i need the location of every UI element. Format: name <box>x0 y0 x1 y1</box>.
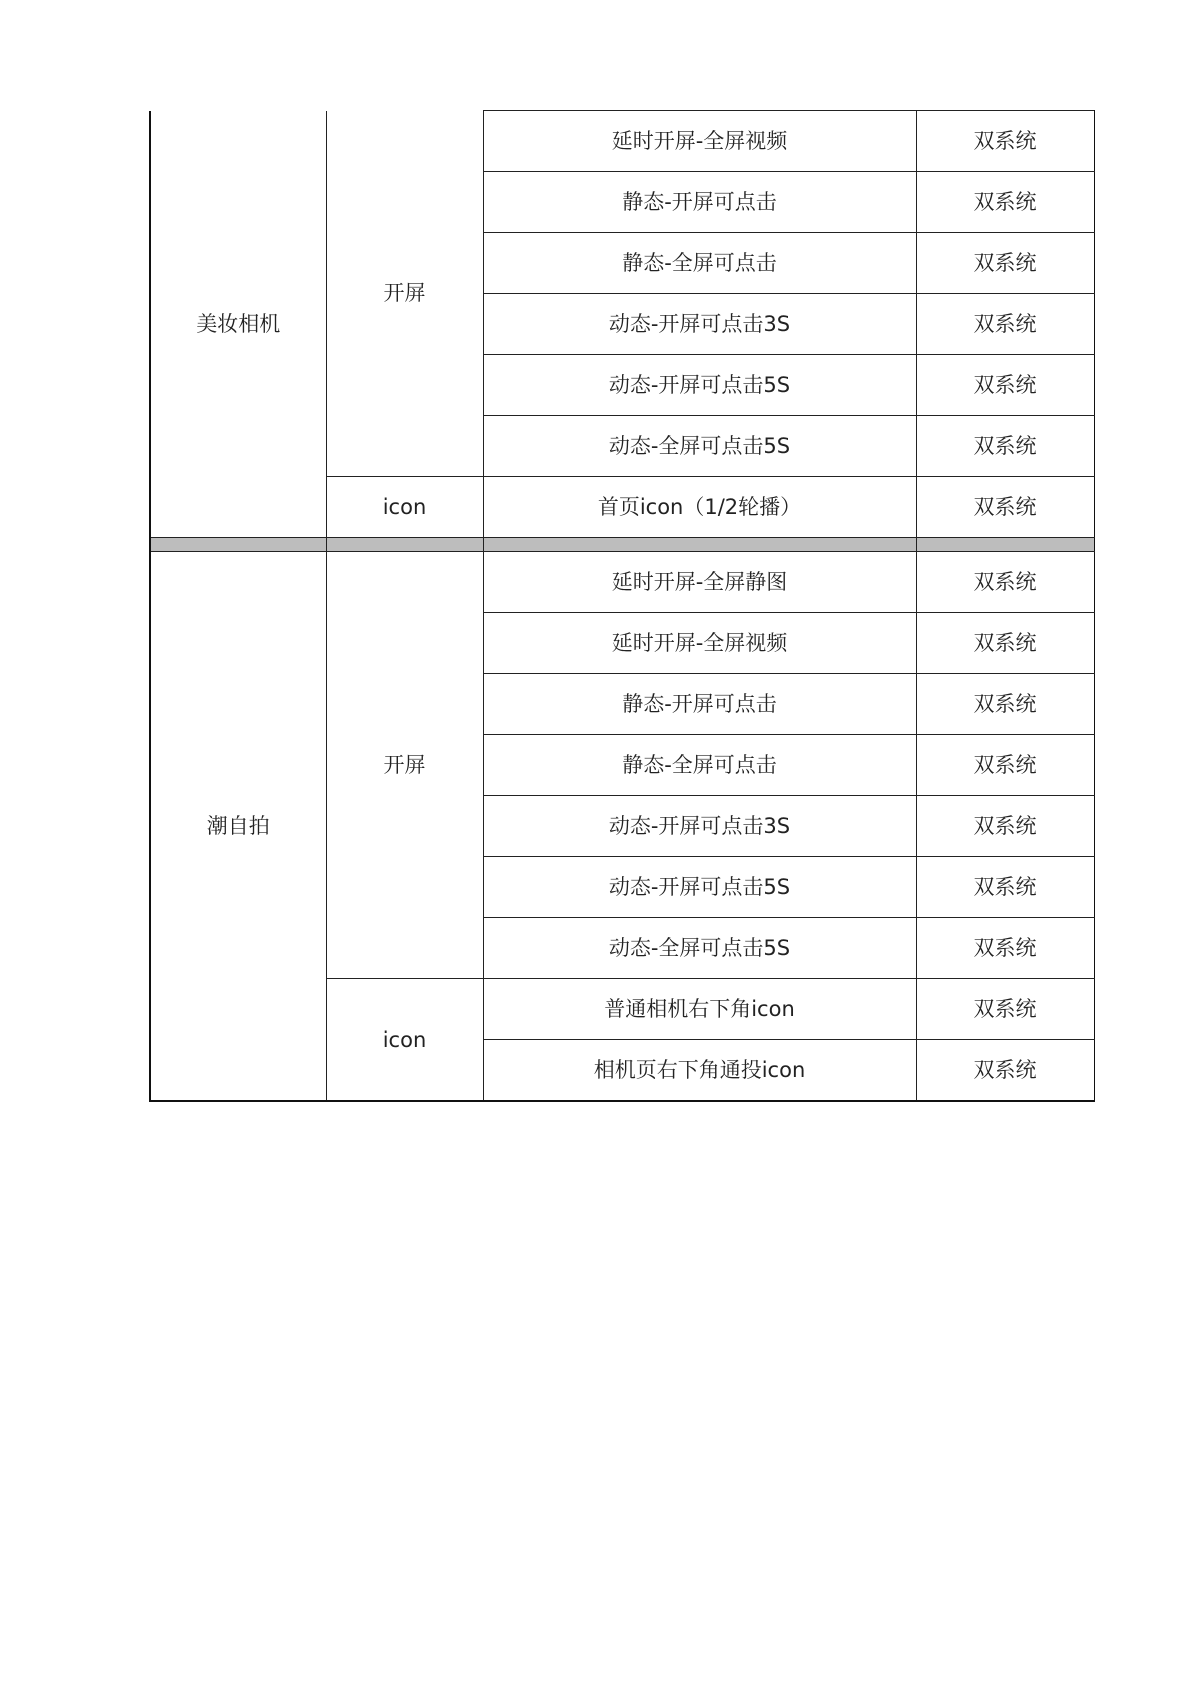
platform-cell: 双系统 <box>916 552 1094 613</box>
ad-format-cell: 静态-全屏可点击 <box>483 735 916 796</box>
ad-format-cell: 延时开屏-全屏视频 <box>483 111 916 172</box>
ad-format-cell: 首页icon（1/2轮播） <box>483 477 916 538</box>
platform-cell: 双系统 <box>916 613 1094 674</box>
platform-cell: 双系统 <box>916 857 1094 918</box>
app-name-cell: 潮自拍 <box>150 552 326 1102</box>
platform-cell: 双系统 <box>916 918 1094 979</box>
ad-format-cell: 普通相机右下角icon <box>483 979 916 1040</box>
ad-format-cell: 动态-全屏可点击5S <box>483 416 916 477</box>
platform-cell: 双系统 <box>916 294 1094 355</box>
ad-format-cell: 动态-开屏可点击5S <box>483 857 916 918</box>
platform-cell: 双系统 <box>916 674 1094 735</box>
platform-cell: 双系统 <box>916 233 1094 294</box>
platform-cell: 双系统 <box>916 796 1094 857</box>
platform-cell: 双系统 <box>916 172 1094 233</box>
ad-format-cell: 动态-开屏可点击3S <box>483 796 916 857</box>
separator-cell <box>150 538 326 552</box>
ad-type-cell: icon <box>326 477 483 538</box>
separator-cell <box>916 538 1094 552</box>
ad-format-cell: 延时开屏-全屏视频 <box>483 613 916 674</box>
app-name-cell: 美妆相机 <box>150 111 326 538</box>
ad-placement-table <box>149 110 1095 1102</box>
platform-cell: 双系统 <box>916 979 1094 1040</box>
ad-format-cell: 静态-开屏可点击 <box>483 674 916 735</box>
ad-format-cell: 动态-开屏可点击3S <box>483 294 916 355</box>
ad-type-cell: icon <box>326 979 483 1102</box>
ad-format-cell: 动态-全屏可点击5S <box>483 918 916 979</box>
ad-format-cell: 动态-开屏可点击5S <box>483 355 916 416</box>
platform-cell: 双系统 <box>916 477 1094 538</box>
ad-type-cell: 开屏 <box>326 552 483 979</box>
platform-cell: 双系统 <box>916 111 1094 172</box>
ad-format-cell: 静态-开屏可点击 <box>483 172 916 233</box>
ad-format-cell: 延时开屏-全屏静图 <box>483 552 916 613</box>
ad-type-cell: 开屏 <box>326 111 483 477</box>
table-row <box>150 111 1094 172</box>
platform-cell: 双系统 <box>916 735 1094 796</box>
group-separator-row <box>150 538 1094 552</box>
separator-cell <box>483 538 916 552</box>
platform-cell: 双系统 <box>916 416 1094 477</box>
separator-cell <box>326 538 483 552</box>
platform-cell: 双系统 <box>916 1040 1094 1102</box>
platform-cell: 双系统 <box>916 355 1094 416</box>
table-row <box>150 552 1094 613</box>
ad-format-cell: 静态-全屏可点击 <box>483 233 916 294</box>
ad-format-cell: 相机页右下角通投icon <box>483 1040 916 1102</box>
